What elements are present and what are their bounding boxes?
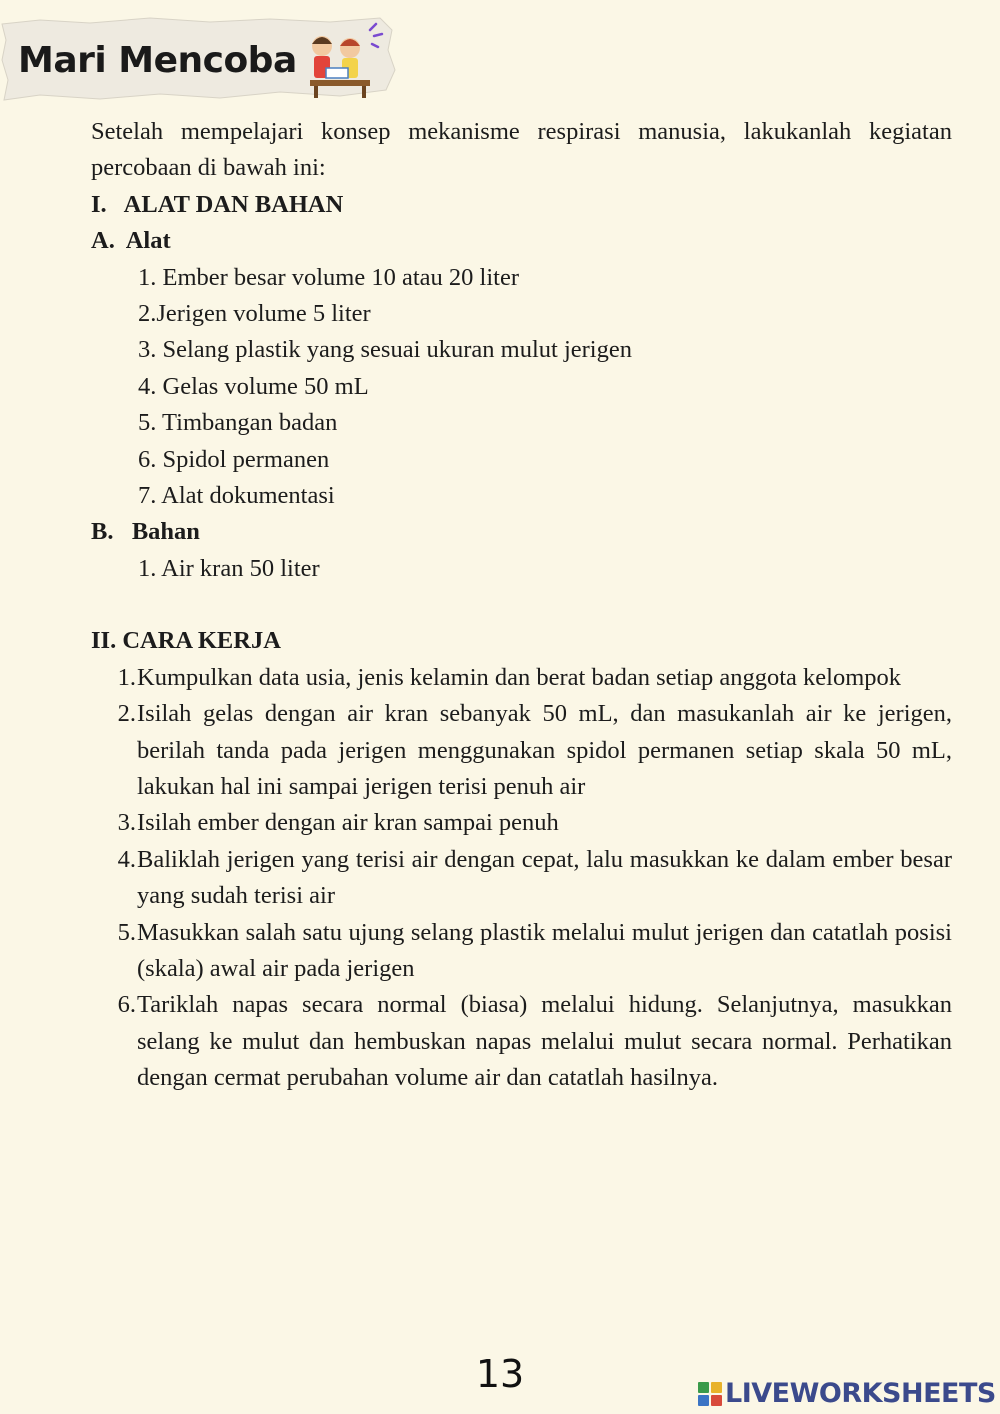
- step-number: 1.: [117, 663, 136, 691]
- list-item: 4. Gelas volume 50 mL: [138, 372, 369, 400]
- step-number: 4.: [117, 845, 136, 873]
- step-text: Kumpulkan data usia, jenis kelamin dan berat badan setiap anggota kelompok: [137, 663, 902, 691]
- worksheet-content: [91, 114, 952, 1097]
- bahan-list: [91, 551, 952, 587]
- step-number: 6.: [117, 991, 136, 1019]
- step-text: Masukkan salah satu ujung selang plastik melalui mulut jerigen dan catatlah posisi (skala) awal air pada jerigen: [137, 918, 952, 982]
- step-item: [91, 842, 952, 915]
- page-number: 13: [475, 1352, 525, 1396]
- list-item: 2.Jerigen volume 5 liter: [138, 300, 371, 328]
- step-item: [91, 915, 952, 988]
- list-item: 1. Ember besar volume 10 atau 20 liter: [138, 263, 519, 291]
- step-text: Isilah gelas dengan air kran sebanyak 50 mL, dan masukanlah air ke jerigen, berilah tanda pada jerigen menggunakan spidol permanen setiap skala 50 mL, lakukan hal ini sampai jerigen terisi penuh air: [137, 700, 952, 800]
- step-text: Tariklah napas secara normal (biasa) melalui hidung. Selanjutnya, masukkan selang ke mulut dan hembuskan napas melalui mulut secara normal. Perhatikan dengan cermat perubahan volume air dan catatlah hasilnya.: [137, 991, 952, 1092]
- list-item: 6. Spidol permanen: [138, 445, 330, 473]
- step-item: [91, 987, 952, 1096]
- list-item: 1. Air kran 50 liter: [138, 554, 320, 582]
- step-text: Isilah ember dengan air kran sampai penuh: [137, 809, 559, 837]
- bahan-heading: B. Bahan: [91, 518, 200, 546]
- brand-text: LIVEWORKSHEETS: [725, 1378, 996, 1409]
- section-cara-kerja-heading: II. CARA KERJA: [91, 627, 281, 655]
- liveworksheets-brand[interactable]: [698, 1378, 996, 1409]
- liveworksheets-logo-icon: [698, 1382, 722, 1406]
- step-item: [91, 805, 952, 841]
- step-number: 2.: [117, 700, 136, 728]
- list-item: 5. Timbangan badan: [138, 409, 338, 437]
- step-number: 5.: [117, 918, 136, 946]
- alat-list: [91, 260, 952, 515]
- intro-paragraph: Setelah mempelajari konsep mekanisme respirasi manusia, lakukanlah kegiatan percobaan di bawah ini:: [91, 118, 952, 182]
- banner-title: Mari Mencoba: [18, 40, 297, 81]
- section-spacer: [91, 587, 952, 623]
- step-text: Baliklah jerigen yang terisi air dengan cepat, lalu masukkan ke dalam ember besar yang sudah terisi air: [137, 845, 952, 910]
- step-item: [91, 660, 952, 696]
- list-item: 3. Selang plastik yang sesuai ukuran mulut jerigen: [138, 336, 632, 364]
- header-banner: [0, 10, 398, 102]
- list-item: 7. Alat dokumentasi: [138, 482, 335, 510]
- step-number: 3.: [117, 809, 136, 837]
- kids-reading-icon: [300, 18, 392, 102]
- cara-kerja-steps: [91, 660, 952, 1097]
- step-item: [91, 696, 952, 805]
- section-alat-dan-bahan-heading: I. ALAT DAN BAHAN: [91, 190, 344, 218]
- alat-heading: A. Alat: [91, 227, 171, 255]
